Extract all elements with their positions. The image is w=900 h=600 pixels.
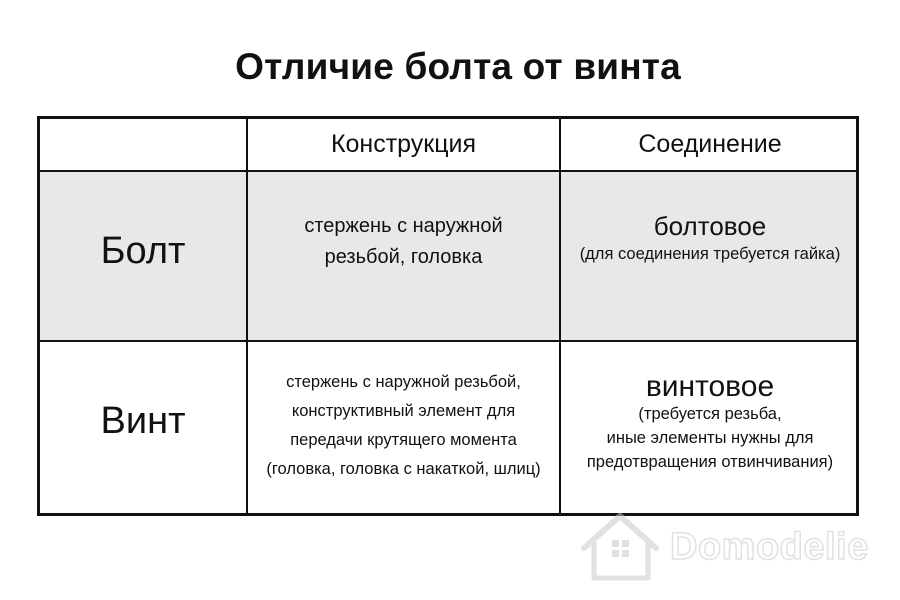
screw-construction-line: конструктивный элемент для (291, 401, 516, 420)
watermark-text: Domodelie (670, 526, 869, 568)
screw-construction-line: передачи крутящего момента (290, 430, 517, 449)
house-icon (578, 508, 668, 584)
header-empty-cell (40, 119, 246, 170)
row-header-bolt: Болт (100, 229, 186, 272)
bolt-connection-note: (для соединения требуется гайка) (579, 245, 841, 263)
row-header-screw: Винт (100, 400, 186, 442)
column-header-connection: Соединение (638, 130, 782, 158)
bolt-connection-cell (561, 172, 859, 340)
bolt-connection-type: болтовое (653, 211, 767, 241)
screw-construction-cell (248, 342, 559, 513)
comparison-table (37, 116, 859, 516)
screw-connection-note-line: иные элементы нужны для (606, 428, 814, 447)
screw-construction-line: стержень с наружной резьбой, (286, 372, 521, 391)
bolt-construction-line: резьбой, головка (324, 246, 483, 268)
bolt-construction-cell (248, 172, 559, 340)
screw-connection-cell (561, 342, 859, 513)
screw-connection-note-line: предотвращения отвинчивания) (586, 452, 834, 471)
screw-connection-type: винтовое (645, 369, 775, 403)
domodelie-watermark (578, 508, 878, 584)
column-header-construction: Конструкция (330, 130, 477, 158)
screw-connection-note-line: (требуется резьба, (638, 404, 782, 423)
page-title: Отличие болта от винта (235, 46, 681, 87)
bolt-construction-line: стержень с наружной (304, 215, 503, 237)
screw-construction-line: (головка, головка с накаткой, шлиц) (266, 459, 541, 478)
